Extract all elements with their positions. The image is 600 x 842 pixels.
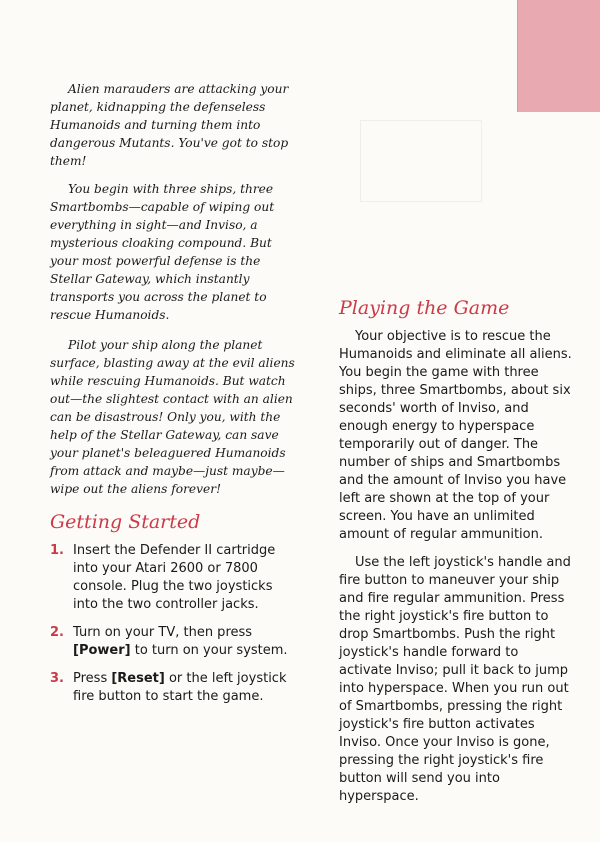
intro-paragraph-3: Pilot your ship along the planet surface, blasting away at the evil aliens while rescuing Humanoids. But watch out—the slightest contact with an alien can be disastrous! Only you, with the help of the Stellar Gateway, can save your planet's beleaguered Humanoids from attack and maybe—just maybe—wipe out the aliens forever!	[50, 338, 295, 496]
list-item	[50, 670, 300, 706]
playing-paragraph-2: Use the left joystick's handle and fire button to maneuver your ship and fire regular ammunition. Press the right joystick's fire button to drop Smartbombs. Push the right joystick's handle forward to activate Inviso; pull it back to jump into hyperspace. When you run out of Smartbombs, pressing the right joystick's fire button activates Inviso. Once your Inviso is gone, pressing the right joystick's fire button will send you into hyperspace.	[339, 555, 571, 804]
step-number: 2.	[50, 625, 64, 640]
left-column	[50, 80, 300, 716]
setup-steps	[50, 542, 300, 706]
step-text-before: Turn on your TV, then press	[73, 625, 253, 640]
step-text	[73, 624, 300, 660]
step-number: 1.	[50, 543, 64, 558]
playing-paragraph-1: Your objective is to rescue the Humanoids and eliminate all aliens. You begin the game with three ships, three Smartbombs, about six seconds' worth of Inviso, and enough energy to hyperspace temporarily out of danger. The number of ships and Smartbombs and the amount of Inviso you have left are shown at the top of your screen. You have an unlimited amount of regular ammunition.	[339, 329, 572, 542]
intro-text	[50, 80, 300, 498]
step-text-after: to turn on your system.	[130, 643, 288, 658]
list-item	[50, 542, 300, 614]
show-through-box	[360, 120, 482, 202]
step-text: Insert the Defender II cartridge into your Atari 2600 or 7800 console. Plug the two joysticks into the two controller jacks.	[73, 543, 276, 612]
intro-paragraph-2: You begin with three ships, three Smartbombs—capable of wiping out everything in sight—and Inviso, a mysterious cloaking compound. But your most powerful defense is the Stellar Gateway, which instantly transports you across the planet to rescue Humanoids.	[50, 182, 275, 322]
show-through-title	[262, 18, 512, 54]
intro-paragraph-1: Alien marauders are attacking your planet, kidnapping the defenseless Humanoids and turning them into dangerous Mutants. You've got to stop them!	[50, 82, 289, 168]
step-number: 3.	[50, 671, 64, 686]
power-key-label: [Power]	[73, 643, 131, 658]
getting-started-heading: Getting Started	[50, 511, 201, 533]
step-text-after: or the left joystick fire button to start the game.	[73, 671, 287, 704]
reset-key-label: [Reset]	[111, 671, 165, 686]
playing-heading: Playing the Game	[339, 297, 510, 319]
right-column	[339, 296, 574, 816]
step-text	[73, 670, 300, 706]
page-tab	[517, 0, 600, 112]
list-item	[50, 624, 300, 660]
step-text-before: Press	[73, 671, 112, 686]
